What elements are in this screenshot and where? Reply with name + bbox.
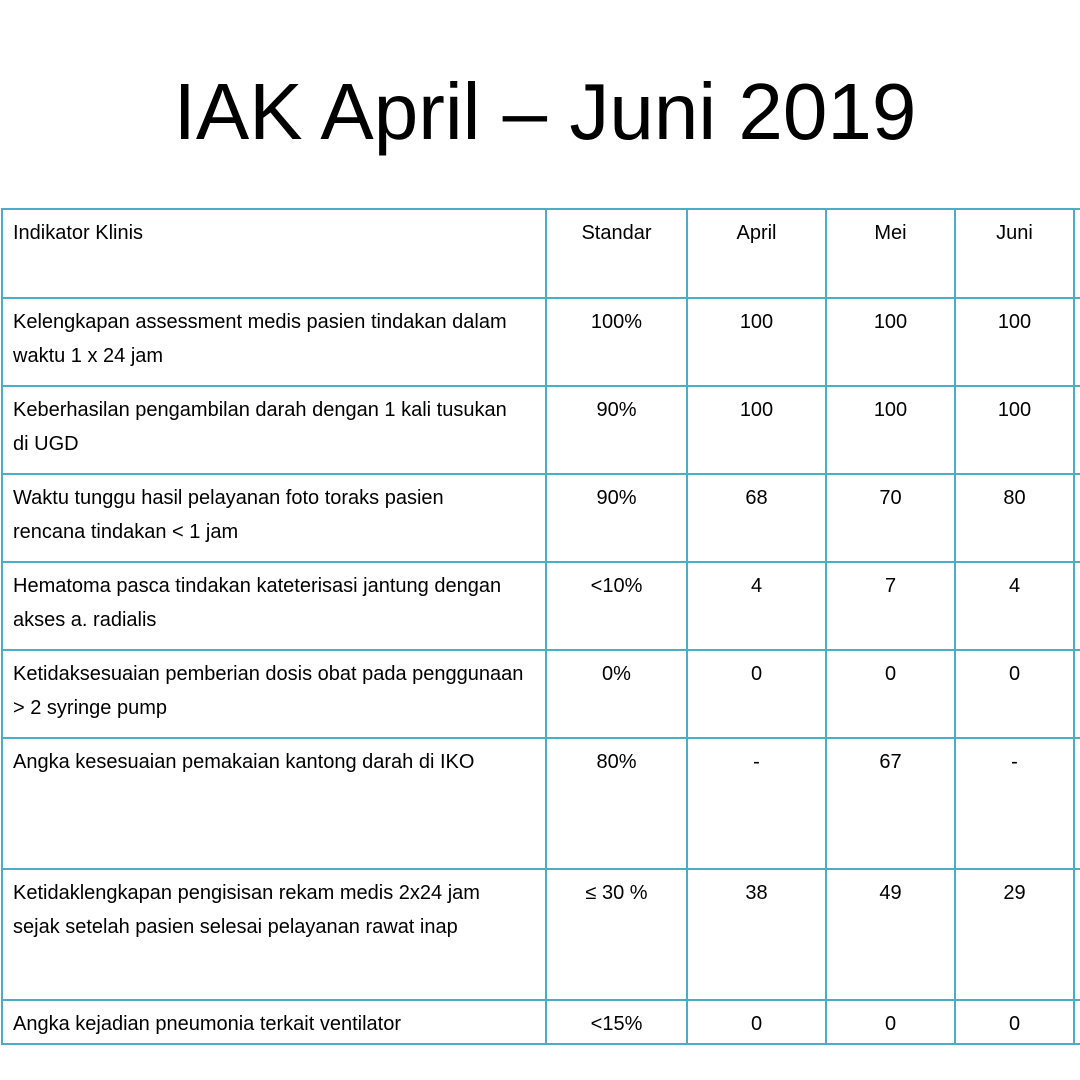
april-cell: 100 [687,298,826,386]
indikator-cell [2,869,546,1000]
indikator-text-line1: Angka kesesuaian pemakaian kantong darah di IKO [13,751,475,773]
header-indikator: Indikator Klinis [2,209,546,298]
indikator-text-line1: Hematoma pasca tindakan kateterisasi jantung dengan [13,575,502,597]
table-row [2,650,1080,738]
table-row [2,474,1080,562]
mei-cell: 0 [826,1000,955,1044]
header-mei: Mei [826,209,955,298]
mei-cell: 100 [826,298,955,386]
indikator-text-line2: di UGD [13,433,79,455]
indikator-text-line1: Waktu tunggu hasil pelayanan foto toraks pasien [13,487,444,509]
juni-cell: 100 [955,298,1074,386]
indikator-cell [2,298,546,386]
standar-cell: 80% [546,738,687,869]
juni-cell: 4 [955,562,1074,650]
cut-off-cell [1074,562,1080,650]
indikator-text-line1: Keberhasilan pengambilan darah dengan 1 kali tusukan [13,399,507,421]
cut-off-cell [1074,474,1080,562]
standar-cell: 90% [546,474,687,562]
indikator-cell [2,386,546,474]
juni-cell: 0 [955,1000,1074,1044]
april-cell: - [687,738,826,869]
juni-cell: 80 [955,474,1074,562]
table-header-row [2,209,1080,298]
standar-cell: 0% [546,650,687,738]
slide-title: IAK April – Juni 2019 [173,67,917,156]
header-april: April [687,209,826,298]
april-cell: 38 [687,869,826,1000]
mei-cell: 67 [826,738,955,869]
april-cell: 68 [687,474,826,562]
indikator-text-line2: sejak setelah pasien selesai pelayanan rawat inap [13,916,458,938]
indikator-text-line2: > 2 syringe pump [13,697,167,719]
mei-cell: 0 [826,650,955,738]
table-row [2,562,1080,650]
standar-cell: 90% [546,386,687,474]
juni-cell: 29 [955,869,1074,1000]
cut-off-cell [1074,298,1080,386]
indikator-cell [2,474,546,562]
header-standar: Standar [546,209,687,298]
indikator-text-line1: Ketidaklengkapan pengisisan rekam medis 2x24 jam [13,882,480,904]
indikator-cell [2,738,546,869]
mei-cell: 49 [826,869,955,1000]
juni-cell: 100 [955,386,1074,474]
cut-off-cell [1074,386,1080,474]
mei-cell: 7 [826,562,955,650]
april-cell: 4 [687,562,826,650]
header-juni: Juni [955,209,1074,298]
indikator-text-line2: waktu 1 x 24 jam [13,345,164,367]
indikator-cell [2,650,546,738]
header-cut-off-column [1074,209,1080,298]
cut-off-cell [1074,738,1080,869]
juni-cell: 0 [955,650,1074,738]
standar-cell: <10% [546,562,687,650]
table-row [2,386,1080,474]
april-cell: 0 [687,650,826,738]
cut-off-cell [1074,869,1080,1000]
table-row [2,1000,1080,1044]
table-row [2,738,1080,869]
table-row [2,298,1080,386]
cut-off-cell [1074,650,1080,738]
indikator-text-line2: rencana tindakan < 1 jam [13,521,239,543]
indikator-text-line2: akses a. radialis [13,609,157,631]
table-row [2,869,1080,1000]
cut-off-cell [1074,1000,1080,1044]
indikator-cell [2,1000,546,1044]
april-cell: 100 [687,386,826,474]
indikator-text-line1: Kelengkapan assessment medis pasien tindakan dalam [13,311,507,333]
indikator-cell [2,562,546,650]
indikator-text-line1: Ketidaksesuaian pemberian dosis obat pada penggunaan [13,663,524,685]
standar-cell: 100% [546,298,687,386]
juni-cell: - [955,738,1074,869]
mei-cell: 100 [826,386,955,474]
standar-cell: ≤ 30 % [546,869,687,1000]
standar-cell: <15% [546,1000,687,1044]
clinical-indicator-table [1,208,1080,1045]
mei-cell: 70 [826,474,955,562]
indikator-text-line1: Angka kejadian pneumonia terkait ventilator [13,1013,402,1035]
april-cell: 0 [687,1000,826,1044]
